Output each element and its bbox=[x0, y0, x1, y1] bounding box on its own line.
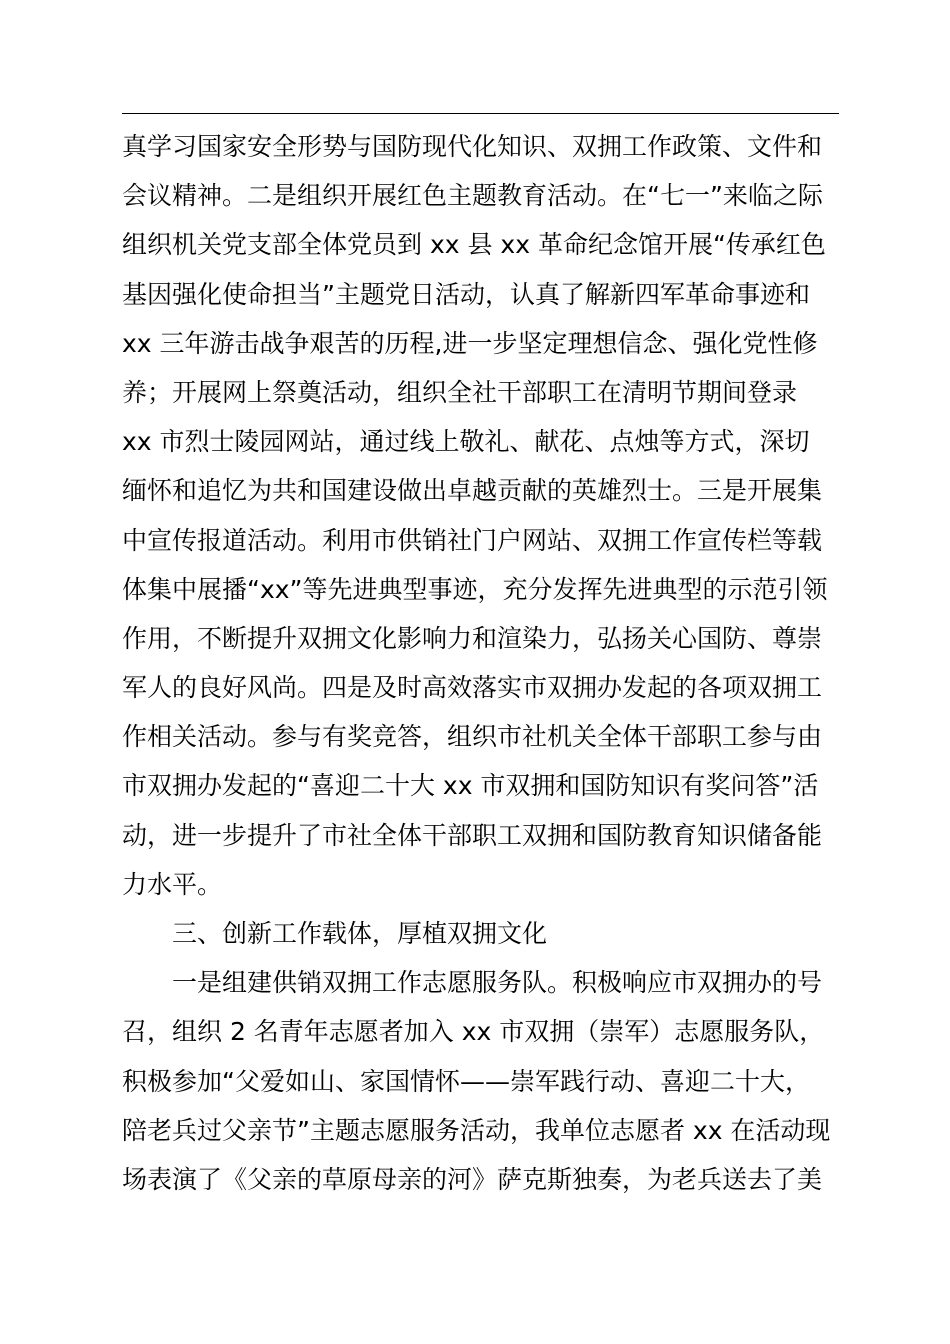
body-line: 会议精神。二是组织开展红色主题教育活动。在“七一”来临之际 bbox=[122, 181, 823, 211]
section-line: 召，组织 2 名青年志愿者加入 xx 市双拥（崇军）志愿服务队， bbox=[122, 1017, 825, 1047]
body-line: 基因强化使命担当”主题党日活动，认真了解新四军革命事迹和 bbox=[122, 279, 810, 309]
body-line: 动，进一步提升了市社全体干部职工双拥和国防教育知识储备能 bbox=[122, 820, 823, 850]
body-line: 组织机关党支部全体党员到 xx 县 xx 革命纪念馆开展“传承红色 bbox=[122, 230, 826, 260]
section-line: 陪老兵过父亲节”主题志愿服务活动，我单位志愿者 xx 在活动现 bbox=[122, 1115, 831, 1145]
body-line: xx 市烈士陵园网站，通过线上敬礼、献花、点烛等方式，深切 bbox=[122, 427, 810, 457]
body-line: 市双拥办发起的“喜迎二十大 xx 市双拥和国防知识有奖问答”活 bbox=[122, 771, 819, 801]
section-heading: 三、创新工作载体，厚植双拥文化 bbox=[172, 919, 548, 948]
body-line: 中宣传报道活动。利用市供销社门户网站、双拥工作宣传栏等载 bbox=[122, 525, 823, 555]
body-line: xx 三年游击战争艰苦的历程,进一步坚定理想信念、强化党性修 bbox=[122, 328, 818, 358]
body-line: 体集中展播“xx”等先进典型事迹，充分发挥先进典型的示范引领 bbox=[122, 574, 828, 604]
body-line: 缅怀和追忆为共和国建设做出卓越贡献的英雄烈士。三是开展集 bbox=[122, 476, 823, 506]
header-rule bbox=[122, 113, 839, 114]
section-line: 一是组建供销双拥工作志愿服务队。积极响应市双拥办的号 bbox=[172, 968, 823, 998]
body-line: 真学习国家安全形势与国防现代化知识、双拥工作政策、文件和 bbox=[122, 132, 823, 161]
body-line: 养；开展网上祭奠活动，组织全社干部职工在清明节期间登录 bbox=[122, 377, 798, 407]
document-body bbox=[122, 122, 844, 1204]
body-line: 力水平。 bbox=[122, 869, 223, 899]
body-line: 军人的良好风尚。四是及时高效落实市双拥办发起的各项双拥工 bbox=[122, 673, 823, 703]
section-line: 场表演了《父亲的草原母亲的河》萨克斯独奏，为老兵送去了美 bbox=[122, 1164, 823, 1194]
section-line: 积极参加“父爱如山、家国情怀——崇军践行动、喜迎二十大， bbox=[122, 1066, 810, 1096]
body-line: 作用，不断提升双拥文化影响力和渲染力，弘扬关心国防、尊崇 bbox=[122, 623, 823, 653]
body-line: 作相关活动。参与有奖竞答，组织市社机关全体干部职工参与由 bbox=[122, 722, 823, 752]
